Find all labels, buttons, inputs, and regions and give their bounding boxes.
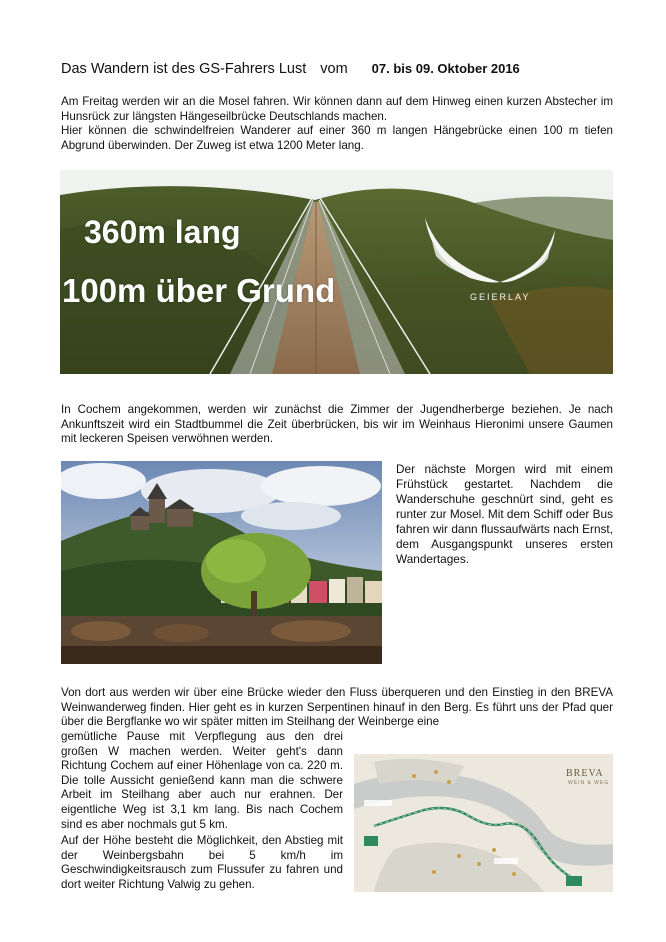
start-marker-icon bbox=[364, 836, 378, 846]
page-title bbox=[61, 61, 520, 77]
end-marker-icon bbox=[566, 876, 582, 886]
tour-paragraph-left-2: Auf der Höhe besteht die Möglichkeit, den Abstieg mit der Weinbergsbahn bei 5 km/h im Geschwindigkeitsrausch zum Flussufer zu fahren und dort weiter Richtung Valwig zu gehen. bbox=[61, 834, 343, 891]
morning-paragraph: Der nächste Morgen wird mit einem Frühstück gestartet. Nachdem die Wanderschuhe geschnürt sind, geht es runter zur Mosel. Mit dem Schiff oder Bus fahren wir dann flussaufwärts nach Ernst, dem Ausgangspunkt unseres ersten Wandertages. bbox=[396, 462, 613, 566]
castle-illustration bbox=[61, 461, 382, 664]
trail-map bbox=[354, 754, 613, 892]
title-text: Das Wandern ist des GS-Fahrers Lust bbox=[61, 61, 307, 77]
breva-brand: BREVA bbox=[566, 768, 604, 779]
geierlay-logo-text: GEIERLAY bbox=[470, 292, 531, 302]
title-date: 07. bis 09. Oktober 2016 bbox=[371, 61, 520, 76]
cochem-paragraph: In Cochem angekommen, werden wir zunächst die Zimmer der Jugendherberge beziehen. Je nach Ankunftszeit wird ein Stadtbummel die Zeit überbrücken, bis wir im Weinhaus Hieronimi unsere Gaumen mit leckeren Speisen verwöhnen werden. bbox=[61, 403, 613, 446]
geierlay-bridge-photo bbox=[60, 170, 613, 374]
tour-paragraph-intro: Von dort aus werden wir über eine Brücke wieder den Fluss überqueren und den Einstieg in den BREVA Weinwanderweg finden. Hier geht es in kurzen Serpentinen hinauf in den Berg. Es führt uns der Pfad quer über die Bergflanke wo wir später mitten im Steilhang der Weinberge eine bbox=[61, 686, 613, 729]
breva-brand-sub: WEIN & WEG bbox=[568, 780, 610, 786]
overlay-height: 100m über Grund bbox=[62, 272, 336, 309]
tour-paragraph-left-1: gemütliche Pause mit Verpflegung aus den drei großen W machen werden. Weiter geht's dann Richtung Cochem auf einer Höhenlage von ca. 220 m. Die tolle Aussicht genießend kann man die schwere Arbeit im Steilhang aber auch nur erahnen. Der eigentliche Weg ist 3,1 km lang. Bis nach Cochem sind es aber nochmals gut 5 km. bbox=[61, 730, 343, 831]
title-vom: vom bbox=[320, 61, 348, 77]
intro-paragraph-2: Hier können die schwindelfreien Wanderer auf einer 360 m langen Hängebrücke einen 100 m tiefen Abgrund überwinden. Der Zuweg ist etwa 1200 Meter lang. bbox=[61, 124, 613, 152]
overlay-length: 360m lang bbox=[84, 214, 241, 250]
intro-paragraph-1: Am Freitag werden wir an die Mosel fahren. Wir können dann auf dem Hinweg einen kurzen Abstecher im Hunsrück zur längsten Hängeseilbrücke Deutschlands machen. bbox=[61, 95, 613, 123]
cochem-castle-photo bbox=[61, 461, 382, 664]
